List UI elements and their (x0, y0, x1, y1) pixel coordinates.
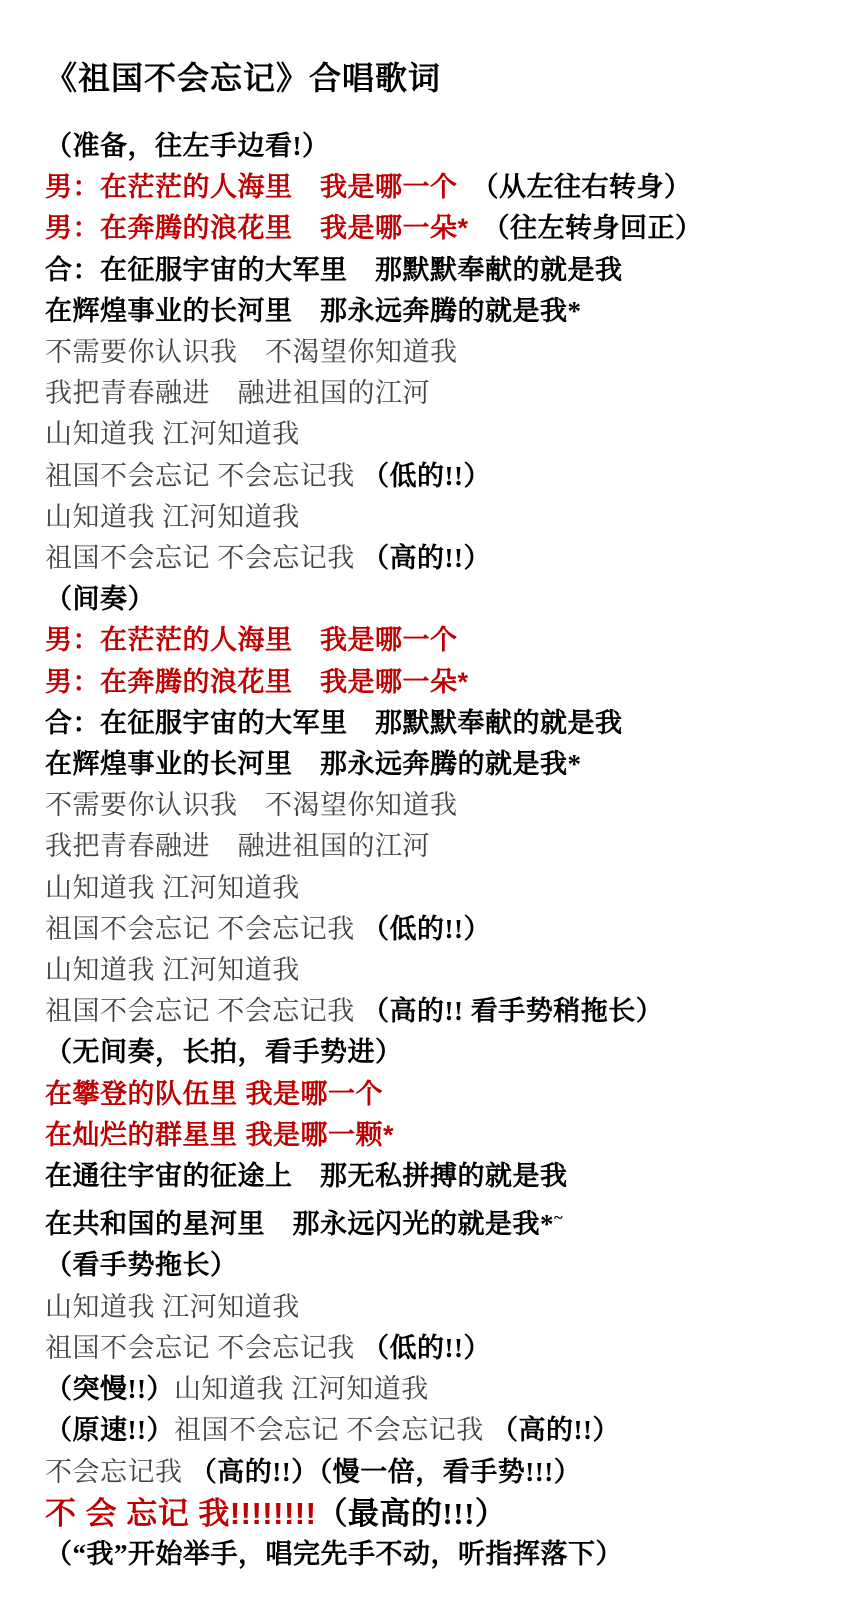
lyric-line (45, 1245, 829, 1286)
lyric-segment-red: 在攀登的队伍里 我是哪一个 (45, 1078, 384, 1109)
lyric-segment-stage: （高的!!）（慢一倍，看手势!!!） (189, 1456, 582, 1487)
lyric-segment-plain: 祖国不会忘记 不会忘记我 (45, 460, 362, 491)
lyric-line (45, 456, 829, 497)
lyric-segment-plain: 山知道我 江河知道我 (173, 1374, 429, 1405)
lyric-segment-plain: 不需要你认识我 不渴望你知道我 (45, 790, 458, 821)
lyric-segment-red: 不 会 忘记 我!!!!!!!! (45, 1495, 317, 1531)
lyric-line (45, 703, 829, 744)
lyric-segment-stage: 在辉煌事业的长河里 那永远奔腾的就是我* (45, 295, 582, 326)
lyric-line (45, 1452, 829, 1493)
lyric-segment-stage: （从左往右转身） (457, 172, 692, 203)
lyric-line (45, 1287, 829, 1328)
lyric-segment-plain: 山知道我 江河知道我 (45, 872, 300, 903)
lyric-line (45, 1032, 829, 1073)
lyric-line (45, 1156, 829, 1197)
lyric-line (45, 1493, 829, 1534)
lyric-segment-stage: （突慢!!） (45, 1374, 174, 1405)
lyric-line (45, 785, 829, 826)
lyric-line (45, 208, 829, 249)
lyric-segment-stage: （低的!!） (362, 460, 491, 491)
lyric-line (45, 1074, 829, 1115)
lyric-segment-stage: （“我”开始举手，唱完先手不动，听指挥落下） (45, 1538, 623, 1569)
lyric-line (45, 250, 829, 291)
lyric-line (45, 414, 829, 455)
lyric-segment-stage: （原速!!） (45, 1415, 174, 1446)
lyric-segment-stage: （无间奏，长拍，看手势进） (45, 1037, 403, 1068)
lyric-line (45, 909, 829, 950)
lyric-segment-stage: 在通往宇宙的征途上 那无私拼搏的就是我 (45, 1161, 568, 1192)
lyric-segment-stage: （低的!!） (362, 913, 491, 944)
lyric-segment-plain: 山知道我 江河知道我 (45, 419, 300, 450)
lyric-segment-red: 男：在茫茫的人海里 我是哪一个 (45, 172, 458, 203)
lyric-segment-stage: （往左转身回正） (468, 213, 703, 244)
lyric-line (45, 1410, 829, 1451)
lyric-line (45, 1369, 829, 1410)
lyric-segment-stage: （高的!! 看手势稍拖长） (362, 996, 664, 1027)
lyric-segment-plain: 山知道我 江河知道我 (45, 1291, 300, 1322)
lyric-line (45, 1534, 829, 1575)
lyric-segment-stage: 合：在征服宇宙的大军里 那默默奉献的就是我 (45, 707, 623, 738)
lyric-segment-plain: 不需要你认识我 不渴望你知道我 (45, 337, 458, 368)
lyric-segment-plain: 山知道我 江河知道我 (45, 501, 300, 532)
lyric-line (45, 579, 829, 620)
lyric-segment-stage: （最高的!!!） (316, 1495, 507, 1531)
lyric-line (45, 373, 829, 414)
lyrics-body (45, 126, 829, 1575)
lyric-segment-plain: 不会忘记我 (45, 1456, 190, 1487)
lyric-segment-plain: 祖国不会忘记 不会忘记我 (45, 996, 362, 1027)
lyric-line (45, 126, 829, 167)
lyric-segment-stage: （高的!!） (490, 1415, 620, 1446)
lyric-segment-stage: 在共和国的星河里 那永远闪光的就是我* (45, 1209, 554, 1240)
lyric-segment-stage: （低的!!） (362, 1332, 491, 1363)
lyric-line (45, 291, 829, 332)
lyric-segment-plain: 山知道我 江河知道我 (45, 955, 300, 986)
lyric-line (45, 662, 829, 703)
lyric-line (45, 1115, 829, 1156)
lyric-segment-stage: 合：在征服宇宙的大军里 那默默奉献的就是我 (45, 254, 623, 285)
lyric-segment-plain: 我把青春融进 融进祖国的江河 (45, 831, 430, 862)
lyric-line (45, 744, 829, 785)
lyric-segment-sup: ~ (554, 1208, 563, 1228)
lyric-segment-stage: （高的!!） (362, 543, 491, 574)
lyric-segment-red: 男：在茫茫的人海里 我是哪一个 (45, 625, 458, 656)
lyric-segment-plain: 祖国不会忘记 不会忘记我 (45, 543, 362, 574)
lyric-line (45, 826, 829, 867)
lyric-segment-plain: 祖国不会忘记 不会忘记我 (173, 1415, 491, 1446)
lyric-line (45, 497, 829, 538)
lyric-line (45, 167, 829, 208)
lyric-line (45, 620, 829, 661)
lyric-line (45, 1328, 829, 1369)
lyric-line (45, 991, 829, 1032)
lyric-segment-plain: 祖国不会忘记 不会忘记我 (45, 913, 362, 944)
lyric-segment-stage: （准备，往左手边看!） (45, 131, 330, 161)
lyric-segment-plain: 祖国不会忘记 不会忘记我 (45, 1332, 362, 1363)
lyric-segment-red: 男：在奔腾的浪花里 我是哪一朵* (45, 213, 469, 244)
lyric-segment-red: 在灿烂的群星里 我是哪一颗* (45, 1119, 395, 1150)
lyric-segment-stage: （看手势拖长） (45, 1250, 238, 1281)
lyric-line (45, 868, 829, 909)
page-title: 《祖国不会忘记》合唱歌词 (45, 60, 442, 96)
lyric-line (45, 950, 829, 991)
lyric-segment-stage: （间奏） (45, 584, 155, 615)
lyric-segment-plain: 我把青春融进 融进祖国的江河 (45, 378, 430, 409)
lyric-line (45, 332, 829, 373)
lyric-segment-stage: 在辉煌事业的长河里 那永远奔腾的就是我* (45, 749, 582, 780)
lyric-segment-red: 男：在奔腾的浪花里 我是哪一朵* (45, 666, 469, 697)
lyric-line (45, 1197, 829, 1245)
lyric-line (45, 538, 829, 579)
